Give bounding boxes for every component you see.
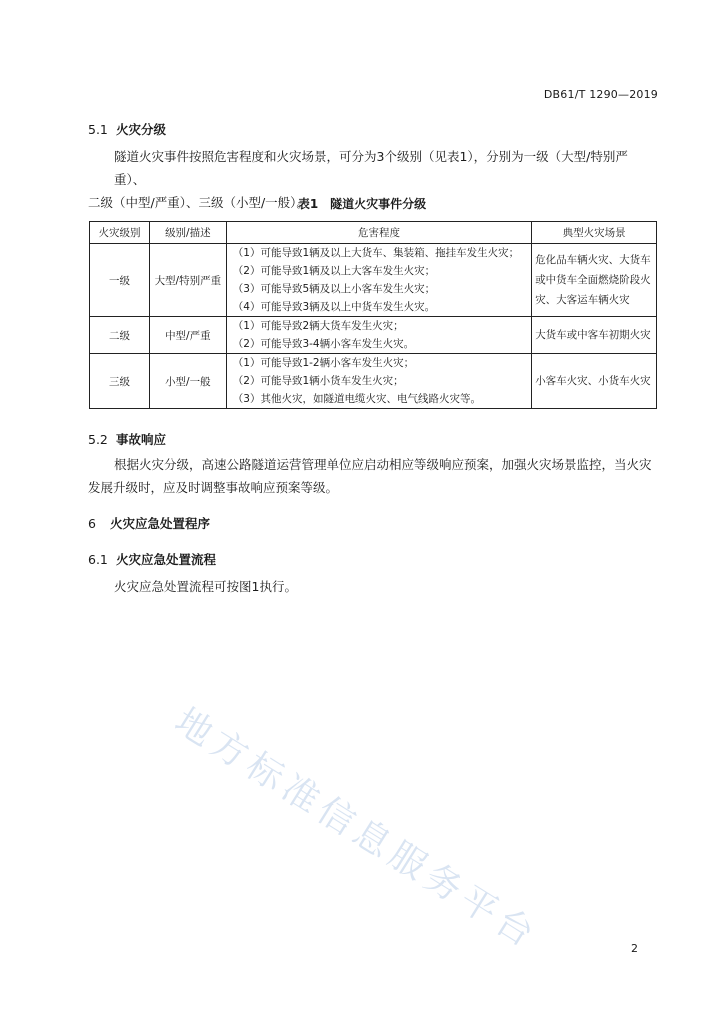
harm-cell: [226, 317, 531, 354]
paragraph-line: 隧道火灾事件按照危害程度和火灾场景，可分为3个级别（见表1），分别为一级（大型/特别严重）、: [114, 149, 628, 187]
scene-line: 危化品车辆火灾、大货车: [535, 254, 651, 266]
table-row: [90, 244, 657, 317]
header-cell: 级别/描述: [149, 222, 226, 244]
header-cell: 危害程度: [226, 222, 531, 244]
desc-cell: 大型/特别严重: [149, 244, 226, 317]
scene-line: 灾、大客运车辆火灾: [535, 294, 630, 306]
table-header-row: [90, 222, 657, 244]
scene-line: 小客车火灾、小货车火灾: [535, 375, 651, 387]
section-number: 6.1: [88, 552, 108, 567]
section-5-2-heading: [88, 430, 166, 448]
section-5-2-paragraph: [88, 453, 658, 499]
table-title: 表1 隧道火灾事件分级: [297, 197, 427, 211]
level-cell: 三级: [90, 354, 150, 409]
harm-cell: [226, 354, 531, 409]
harm-line: （2）可能导致1辆小货车发生火灾；: [232, 375, 404, 387]
scene-cell: [532, 317, 657, 354]
section-number: 6: [88, 516, 96, 531]
harm-line: （4）可能导致3辆及以上中货车发生火灾。: [232, 301, 436, 313]
section-number: 5.2: [88, 432, 108, 447]
page-number: 2: [631, 942, 638, 955]
paragraph-line: 二级（中型/严重）、三级（小型/一般）。: [88, 195, 309, 210]
section-title: 事故响应: [116, 432, 167, 447]
desc-cell: 中型/严重: [149, 317, 226, 354]
section-title: 火灾应急处置程序: [110, 516, 211, 531]
section-6-heading: [88, 514, 210, 532]
harm-line: （2）可能导致3-4辆小客车发生火灾。: [232, 338, 415, 350]
fire-grade-table: [89, 221, 657, 409]
level-cell: 一级: [90, 244, 150, 317]
header-cell: 火灾级别: [90, 222, 150, 244]
level-cell: 二级: [90, 317, 150, 354]
section-number: 5.1: [88, 122, 108, 137]
section-6-1-heading: [88, 550, 216, 568]
scene-line: 大货车或中客车初期火灾: [535, 329, 651, 341]
table-row: [90, 317, 657, 354]
document-code: DB61/T 1290—2019: [543, 88, 658, 101]
harm-line: （3）其他火灾，如隧道电缆火灾、电气线路火灾等。: [232, 393, 481, 405]
section-6-1-paragraph: [88, 575, 658, 598]
harm-line: （1）可能导致1-2辆小客车发生火灾；: [232, 357, 415, 369]
header-cell: 典型火灾场景: [532, 222, 657, 244]
paragraph-line: 发展升级时，应及时调整事故响应预案等级。: [88, 480, 339, 495]
harm-line: （1）可能导致1辆及以上大货车、集装箱、拖挂车发生火灾；: [232, 247, 520, 259]
paragraph-line: 火灾应急处置流程可按图1执行。: [114, 579, 297, 594]
scene-line: 或中货车全面燃烧阶段火: [535, 274, 651, 286]
section-title: 火灾分级: [116, 122, 167, 137]
scene-cell: [532, 244, 657, 317]
section-5-1-heading: [88, 120, 166, 138]
harm-line: （2）可能导致1辆及以上大客车发生火灾；: [232, 265, 436, 277]
table-row: [90, 354, 657, 409]
scene-cell: [532, 354, 657, 409]
watermark-text: 地方标准信息服务平台: [167, 700, 546, 959]
harm-line: （3）可能导致5辆及以上小客车发生火灾；: [232, 283, 436, 295]
paragraph-line: 根据火灾分级，高速公路隧道运营管理单位应启动相应等级响应预案，加强火灾场景监控，当火灾: [114, 457, 652, 472]
desc-cell: 小型/一般: [149, 354, 226, 409]
harm-cell: [226, 244, 531, 317]
section-title: 火灾应急处置流程: [116, 552, 217, 567]
harm-line: （1）可能导致2辆大货车发生火灾；: [232, 320, 404, 332]
